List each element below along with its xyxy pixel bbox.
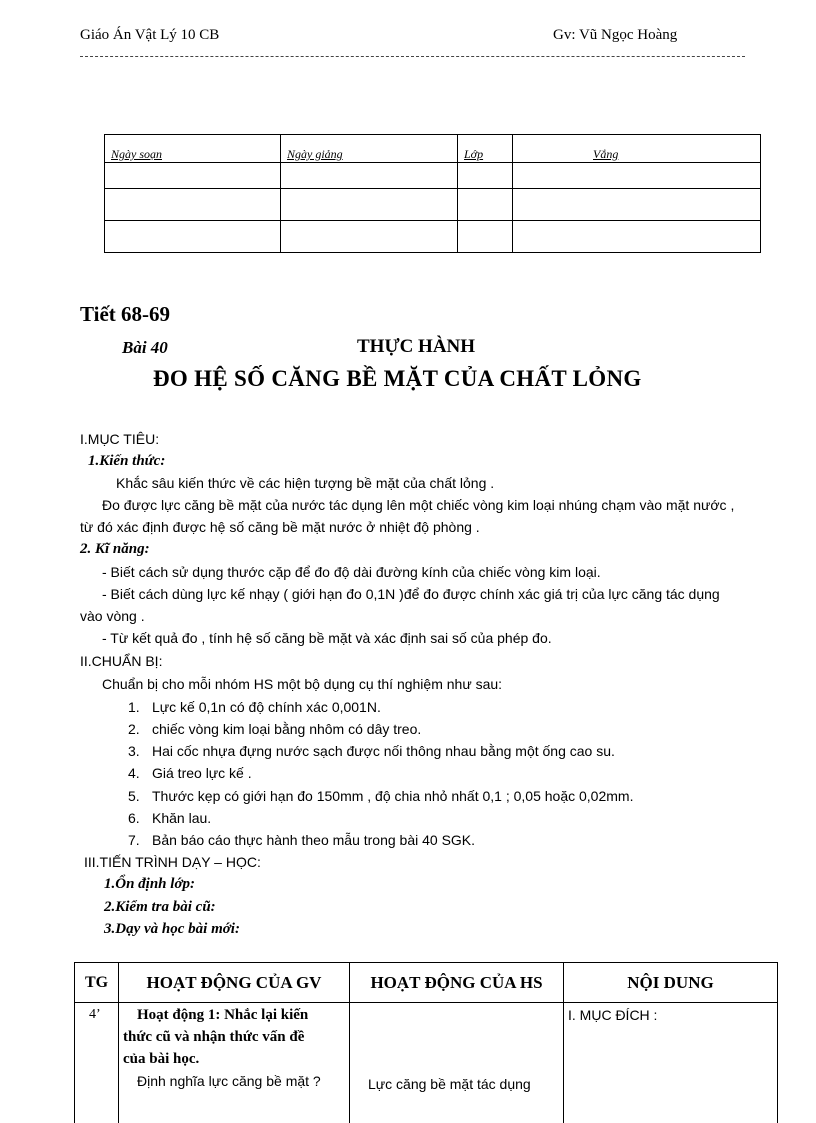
time-value: 4’ bbox=[89, 1007, 101, 1022]
prep-item-text: Khăn lau. bbox=[152, 810, 212, 826]
prep-item-text: chiếc vòng kim loại bằng nhôm có dây treo. bbox=[152, 721, 422, 737]
prep-item-text: Hai cốc nhựa đựng nước sạch được nối thông nhau bằng một ống cao su. bbox=[152, 743, 615, 759]
gv-line-2: thức cũ và nhận thức vấn đề bbox=[123, 1029, 305, 1045]
col-lop: Lớp bbox=[458, 135, 513, 163]
nd-heading: I. MỤC ĐÍCH : bbox=[568, 1007, 658, 1023]
schedule-table bbox=[104, 134, 761, 253]
table-cell bbox=[281, 221, 458, 253]
lesson-type: THỰC HÀNH bbox=[357, 336, 476, 357]
prep-item-text: Lực kế 0,1n có độ chính xác 0,001N. bbox=[152, 699, 381, 715]
prep-item-num: 7. bbox=[128, 832, 140, 848]
prep-item-num: 2. bbox=[128, 721, 140, 737]
table-cell bbox=[513, 163, 761, 189]
section-1-sub-1: 1.Kiến thức: bbox=[88, 453, 166, 469]
col-ngay-giang: Ngày giảng bbox=[281, 135, 458, 163]
gv-line-3: của bài học. bbox=[123, 1051, 200, 1067]
table-cell bbox=[281, 163, 458, 189]
cell-gv bbox=[119, 1003, 350, 1123]
header-tg: TG bbox=[75, 963, 119, 1003]
section-1-sub-2: 2. Kĩ năng: bbox=[80, 541, 150, 557]
skill-line-4: - Từ kết quả đo , tính hệ số căng bề mặt và xác định sai số của phép đo. bbox=[102, 630, 552, 646]
section-1-heading: I.MỤC TIÊU: bbox=[80, 431, 160, 447]
table-cell bbox=[458, 189, 513, 221]
activity-table bbox=[74, 962, 778, 1123]
header-divider bbox=[80, 56, 745, 57]
section-2-heading: II.CHUẨN BỊ: bbox=[80, 653, 163, 669]
knowledge-line-1: Khắc sâu kiến thức về các hiện tượng bề mặt của chất lỏng . bbox=[116, 475, 495, 491]
section-3-sub-2: 2.Kiểm tra bài cũ: bbox=[104, 899, 216, 915]
gv-question: Định nghĩa lực căng bề mặt ? bbox=[137, 1073, 321, 1089]
lesson-title: ĐO HỆ SỐ CĂNG BỀ MẶT CỦA CHẤT LỎNG bbox=[153, 366, 642, 391]
header-hs: HOẠT ĐỘNG CỦA HS bbox=[350, 963, 564, 1003]
prep-item-num: 6. bbox=[128, 810, 140, 826]
prep-item-num: 1. bbox=[128, 699, 140, 715]
section-3-heading: III.TIẾN TRÌNH DẠY – HỌC: bbox=[84, 854, 261, 870]
prep-item-text: Giá treo lực kế . bbox=[152, 765, 252, 781]
table-cell bbox=[513, 189, 761, 221]
skill-line-1: - Biết cách sử dụng thước cặp để đo độ dài đường kính của chiếc vòng kim loại. bbox=[102, 564, 601, 580]
section-3-sub-1: 1.Ổn định lớp: bbox=[104, 876, 195, 892]
cell-nd bbox=[564, 1003, 778, 1123]
col-vang: Vắng bbox=[513, 135, 761, 163]
table-cell bbox=[105, 163, 281, 189]
prep-item-num: 4. bbox=[128, 765, 140, 781]
header-left: Giáo Án Vật Lý 10 CB bbox=[80, 27, 220, 43]
knowledge-line-2: Đo được lực căng bề mặt của nước tác dụng lên một chiếc vòng kim loại nhúng chạm vào mặt nước , bbox=[102, 497, 735, 513]
prep-item-text: Thước kẹp có giới hạn đo 150mm , độ chia nhỏ nhất 0,1 ; 0,05 hoặc 0,02mm. bbox=[152, 788, 634, 804]
header-right: Gv: Vũ Ngọc Hoàng bbox=[553, 27, 678, 43]
gv-line-1: Hoạt động 1: Nhắc lại kiến bbox=[137, 1007, 309, 1023]
table-cell bbox=[513, 221, 761, 253]
prep-item-text: Bản báo cáo thực hành theo mẫu trong bài 40 SGK. bbox=[152, 832, 476, 848]
table-cell bbox=[105, 221, 281, 253]
header-gv: HOẠT ĐỘNG CỦA GV bbox=[119, 963, 350, 1003]
lesson-number: Bài 40 bbox=[122, 338, 168, 357]
hs-answer: Lực căng bề mặt tác dụng bbox=[368, 1076, 531, 1092]
prep-item-num: 5. bbox=[128, 788, 140, 804]
table-cell bbox=[458, 221, 513, 253]
section-3-sub-3: 3.Dạy và học bài mới: bbox=[104, 921, 240, 937]
col-ngay-soan: Ngày soạn bbox=[105, 135, 281, 163]
table-cell bbox=[105, 189, 281, 221]
cell-tg bbox=[75, 1003, 119, 1123]
lesson-period: Tiết 68-69 bbox=[80, 302, 171, 326]
header-nd: NỘI DUNG bbox=[564, 963, 778, 1003]
prep-intro: Chuẩn bị cho mỗi nhóm HS một bộ dụng cụ thí nghiệm như sau: bbox=[102, 676, 503, 692]
prep-item-num: 3. bbox=[128, 743, 140, 759]
cell-hs bbox=[350, 1003, 564, 1123]
table-cell bbox=[281, 189, 458, 221]
table-cell bbox=[458, 163, 513, 189]
skill-line-2: - Biết cách dùng lực kế nhạy ( giới hạn đo 0,1N )để đo được chính xác giá trị của lực căng tác dụng bbox=[102, 586, 720, 602]
knowledge-line-3: từ đó xác định được hệ số căng bề mặt nước ở nhiệt độ phòng . bbox=[80, 519, 480, 535]
skill-line-3: vào vòng . bbox=[80, 608, 145, 624]
